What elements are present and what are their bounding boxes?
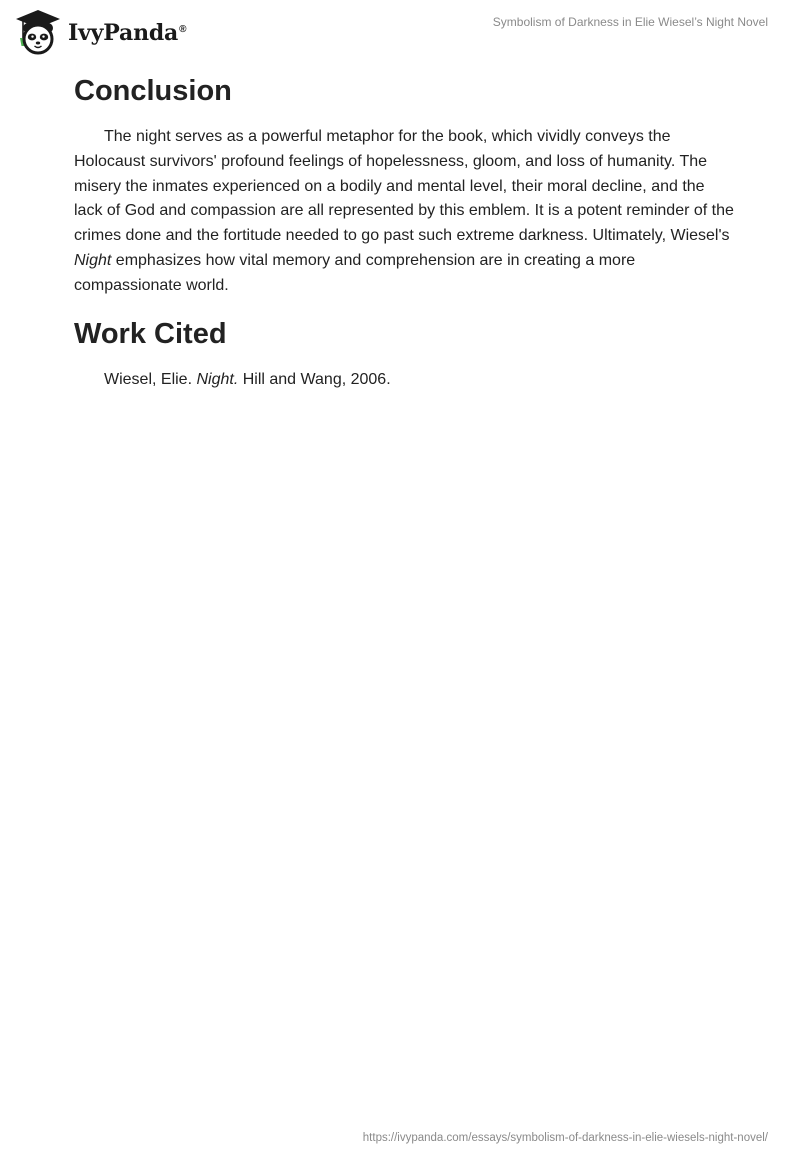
conclusion-book-title: Night xyxy=(74,251,112,269)
conclusion-text-part2: emphasizes how vital memory and comprehension are in creating a more compassionate world. xyxy=(74,251,636,294)
conclusion-heading: Conclusion xyxy=(74,75,232,107)
citation-entry xyxy=(74,368,734,392)
conclusion-paragraph xyxy=(74,125,734,299)
panda-mascot-icon xyxy=(14,8,62,56)
citation-publisher: Hill and Wang, 2006. xyxy=(238,370,391,388)
brand-logo[interactable] xyxy=(14,8,186,56)
running-title: Symbolism of Darkness in Elie Wiesel’s Night Novel xyxy=(492,15,768,29)
registered-mark: ® xyxy=(179,23,187,35)
citation-title: Night. xyxy=(196,370,239,388)
footer-url[interactable]: https://ivypanda.com/essays/symbolism-of-darkness-in-elie-wiesels-night-novel/ xyxy=(362,1132,768,1144)
citation-author: Wiesel, Elie. xyxy=(104,370,197,388)
conclusion-text-part1: The night serves as a powerful metaphor for the book, which vividly conveys the Holocaust survivors' profound feelings of hopelessness, gloom, and loss of humanity. The misery the inmates experienced on a bodily and mental level, their moral decline, and the lack of God and compassion are all represented by this emblem. It is a potent reminder of the crimes done and the fortitude needed to go past such extreme darkness. Ultimately, Wiesel's xyxy=(74,128,734,245)
brand-name: IvyPanda® xyxy=(68,20,187,46)
document-body xyxy=(74,72,734,392)
works-cited-heading: Work Cited xyxy=(74,317,227,350)
page-header xyxy=(0,0,800,64)
